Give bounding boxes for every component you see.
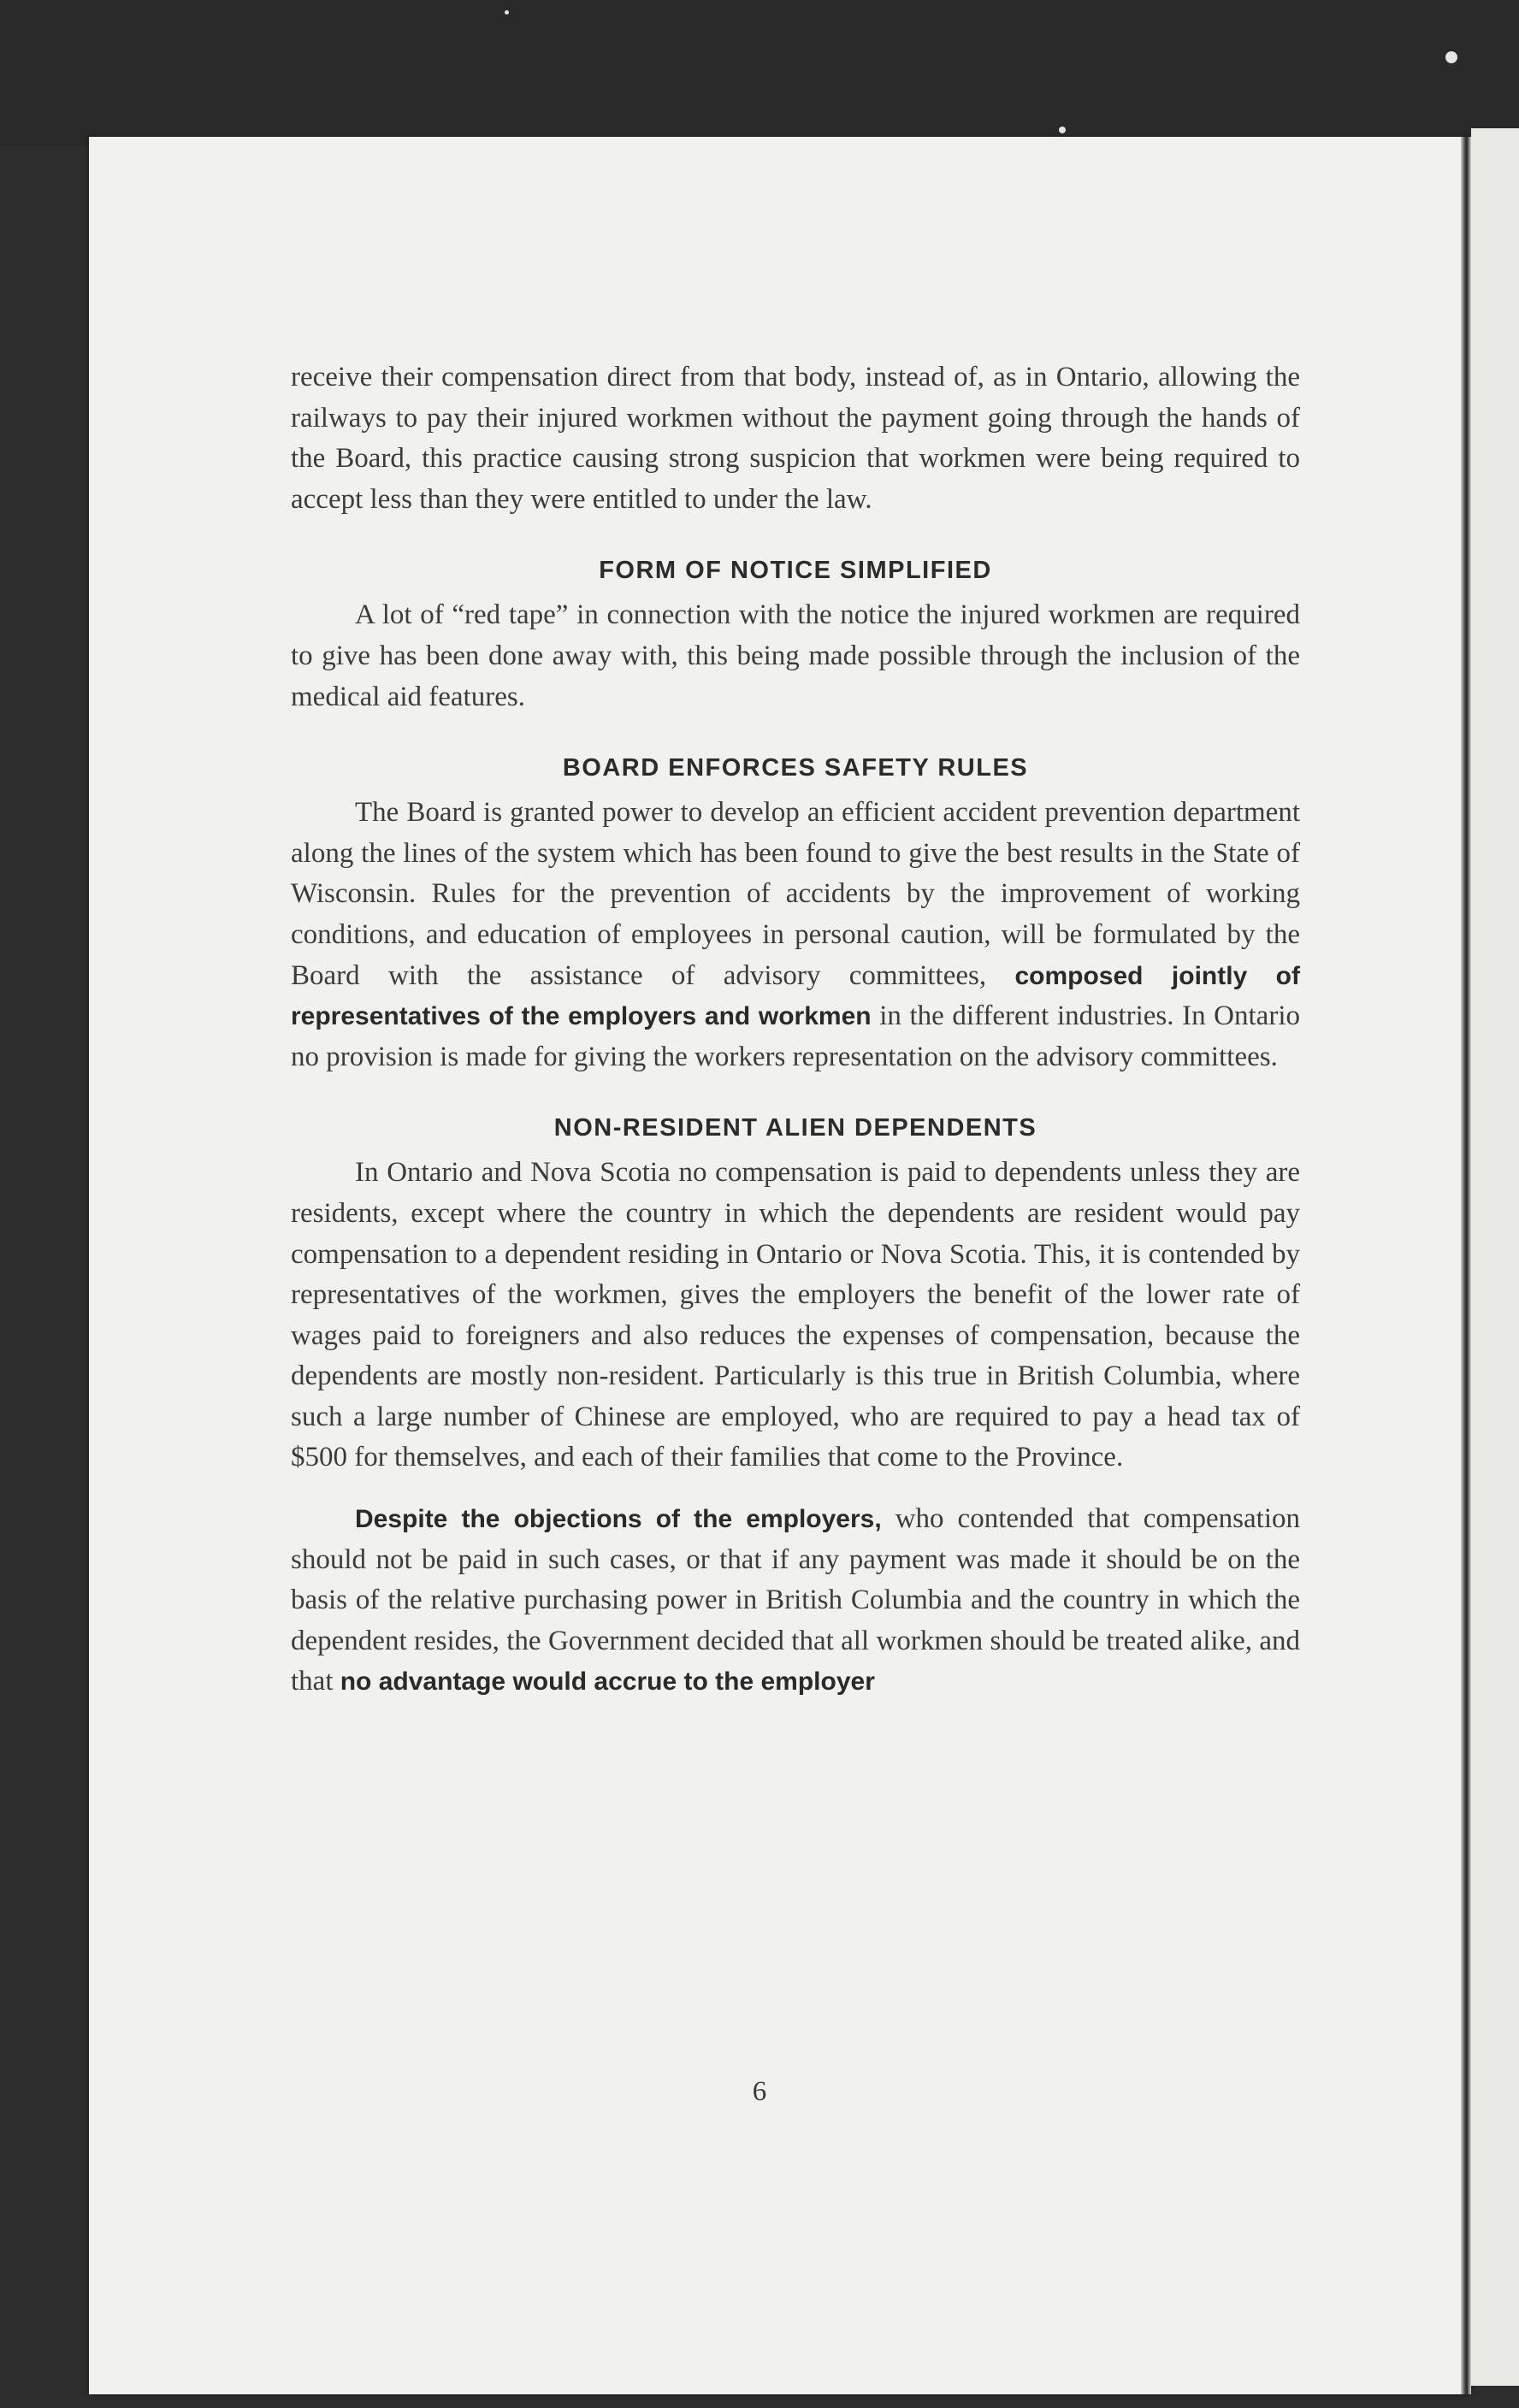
bold-run: Despite the objections of the employers,	[355, 1505, 882, 1534]
paragraph-red-tape: A lot of “red tape” in connection with the notice the injured workmen are required to give has been done away with, this being made possible through the inclusion of the medical aid features.	[291, 599, 1300, 712]
dust-speck	[1059, 127, 1066, 133]
paragraph-alien-dependents: In Ontario and Nova Scotia no compensation is paid to dependents unless they are residents, except where the country in which the dependents are resident would pay compensation to a dependent residing in Ontario or Nova Scotia. This, it is contended by representatives of the workmen, gives the employers the benefit of the lower rate of wages paid to foreigners and also reduces the expenses of compensation, because the dependents are mostly non-resident. Particularly is this true in British Columbia, where such a large number of Chinese are employed, who are required to pay a head tax of $500 for themselves, and each of their families that come to the Province.	[291, 1157, 1300, 1473]
text-run: in the different industries. In Ontario no provision is made for giving the workers representation on the advisory committees.	[291, 1000, 1300, 1072]
heading-alien-dependents: NON-RESIDENT ALIEN DEPENDENTS	[553, 1114, 1037, 1142]
dust-speck	[505, 10, 509, 15]
paragraph-despite-objections	[291, 1499, 1300, 1703]
dust-speck	[1445, 51, 1457, 63]
book-gutter	[1461, 137, 1471, 2394]
page-text	[291, 357, 1300, 1703]
bold-run: no advantage would accrue to the employer	[340, 1667, 875, 1697]
scanner-backdrop	[0, 0, 1519, 145]
page-number: 6	[752, 2076, 767, 2107]
paragraph-continued: receive their compensation direct from that body, instead of, as in Ontario, allowing the railways to pay their injured workmen without the payment going through the hands of the Board, this practice causing strong suspicion that workmen were being required to accept less than they were entitled to under the law.	[291, 362, 1300, 515]
heading-form-of-notice: FORM OF NOTICE SIMPLIFIED	[599, 557, 992, 585]
bold-run: composed jointly of representatives of the employers and workmen	[291, 961, 1300, 1031]
facing-page-edge	[1471, 128, 1519, 2386]
text-run: The Board is granted power to develop an efficient accident prevention department along the lines of the system which has been found to give the best results in the State of Wisconsin. Rules for the prevention of accidents by the improvement of working conditions, and education of employees in personal caution, will be formulated by the Board with the assistance of advisory committees,	[291, 797, 1300, 991]
paragraph-safety-rules	[291, 793, 1300, 1077]
heading-safety-rules: BOARD ENFORCES SAFETY RULES	[562, 754, 1029, 782]
text-run: who contended that compensation should not be paid in such cases, or that if any payment was made it should be on the basis of the relative purchasing power in British Columbia and the country in which the dependent resides, the Government decided that all workmen should be treated alike, and that	[291, 1503, 1300, 1697]
